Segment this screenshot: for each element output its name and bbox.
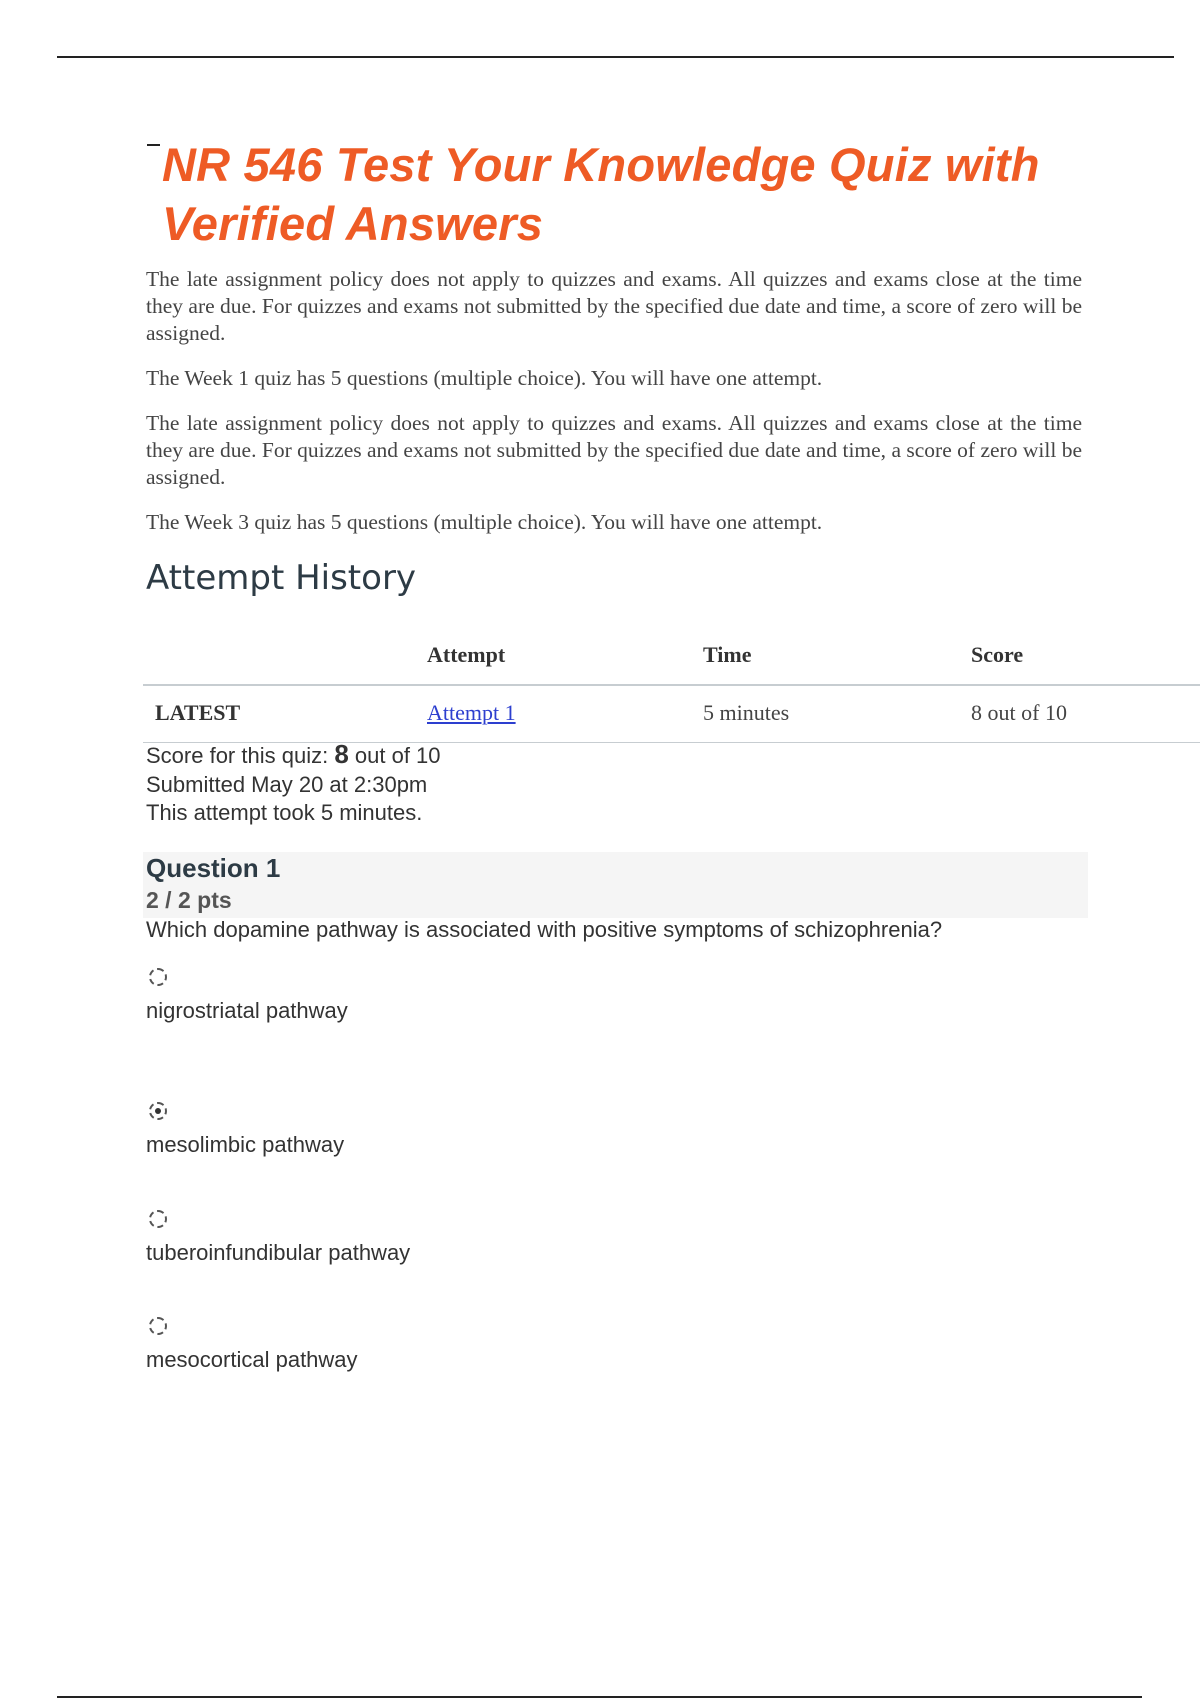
answer-label: mesolimbic pathway	[146, 1132, 345, 1157]
question-title: Question 1	[146, 853, 281, 883]
column-header-attempt: Attempt	[427, 642, 506, 667]
attempt-history-table	[143, 628, 1200, 743]
title-dash-mark	[147, 144, 160, 146]
radio-button-icon[interactable]	[149, 968, 167, 986]
question-header	[143, 852, 1088, 918]
table-header-row	[143, 628, 1200, 686]
radio-button-icon[interactable]	[149, 1210, 167, 1228]
week1-paragraph: The Week 1 quiz has 5 questions (multiple choice). You will have one attempt.	[146, 366, 823, 390]
week3-paragraph: The Week 3 quiz has 5 questions (multiple choice). You will have one attempt.	[146, 510, 823, 534]
radio-button-icon[interactable]	[149, 1317, 167, 1335]
question-text: Which dopamine pathway is associated with positive symptoms of schizophrenia?	[146, 917, 943, 942]
bottom-rule	[57, 1696, 1142, 1698]
score-value: 8	[334, 739, 349, 769]
submitted-line: Submitted May 20 at 2:30pm	[146, 771, 428, 797]
question-points: 2 / 2 pts	[146, 887, 232, 913]
duration-line: This attempt took 5 minutes.	[146, 800, 423, 825]
column-header-score: Score	[971, 642, 1024, 667]
attempt-1-link[interactable]: Attempt 1	[427, 700, 516, 725]
attempt-score: 8 out of 10	[971, 700, 1067, 725]
column-header-time: Time	[703, 642, 752, 667]
policy-paragraph: The late assignment policy does not apply to quizzes and exams. All quizzes and exams close at the time they are due. For quizzes and exams not submitted by the specified due date and time, a score of zero will be assigned.	[146, 411, 1082, 489]
answer-label: mesocortical pathway	[146, 1347, 358, 1372]
attempt-history-heading: Attempt History	[146, 558, 417, 598]
answer-label: nigrostriatal pathway	[146, 998, 348, 1023]
table-row	[143, 686, 1200, 743]
policy-paragraph: The late assignment policy does not apply to quizzes and exams. All quizzes and exams close at the time they are due. For quizzes and exams not submitted by the specified due date and time, a score of zero will be assigned.	[146, 267, 1082, 345]
score-suffix: out of 10	[348, 743, 441, 768]
top-rule	[57, 56, 1174, 58]
quiz-summary	[146, 740, 441, 828]
latest-tag: LATEST	[155, 700, 241, 725]
answer-label: tuberoinfundibular pathway	[146, 1240, 411, 1265]
intro-paragraphs	[146, 266, 1082, 554]
document-title: NR 546 Test Your Knowledge Quiz with Verified Answers	[162, 138, 1040, 250]
radio-button-selected-icon[interactable]	[149, 1102, 167, 1120]
quiz-score-line	[146, 740, 441, 771]
score-prefix: Score for this quiz:	[146, 743, 335, 768]
attempt-time: 5 minutes	[703, 700, 790, 725]
